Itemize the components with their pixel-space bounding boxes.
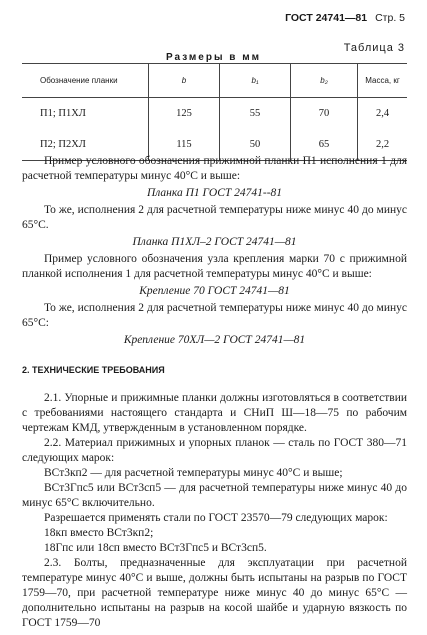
page-header [285, 12, 405, 24]
table-cell: 115 [149, 129, 220, 161]
clause-2-2-item: ВСт3кп2 — для расчетной температуры минус 40°С и выше; [44, 467, 343, 479]
document-body [22, 154, 407, 631]
clause-2-2-item: 18Гпс или 18сп вместо ВСт3Гпс5 и ВСт3сп5. [44, 542, 267, 554]
clause-2-1: 2.1. Упорные и прижимные планки должны изготовляться в соответствии с требованиями настоящего стандарта и СНиП Ш—18—75 по рабочим чертежам КМД, утвержденным в установленном порядке. [22, 392, 407, 434]
clause-2-2: 2.2. Материал прижимных и упорных планок — сталь по ГОСТ 380—71 следующих марок: [22, 437, 407, 464]
table-cell: П1; П1ХЛ [40, 108, 86, 119]
standard-number: ГОСТ 24741—81 [285, 12, 368, 24]
designation-formula: Планка П1ХЛ–2 ГОСТ 24741—81 [132, 236, 297, 248]
clause-2-2-item: 18кп вместо ВСт3кп2; [44, 527, 154, 539]
page-number: Стр. 5 [375, 12, 405, 24]
example-paragraph: Пример условного обозначения узла крепления марки 70 с прижимной планкой исполнения 1 для расчетной температуры минус 40°С и выше: [22, 253, 407, 280]
table-cell: П2; П2ХЛ [40, 139, 86, 150]
table-cell: 2,2 [358, 129, 408, 161]
column-header: Обозначение планки [40, 76, 118, 85]
table-caption: Размеры в мм [165, 52, 262, 63]
table-cell: 70 [291, 98, 358, 130]
paragraph: То же, исполнения 2 для расчетной температуры ниже минус 40 до минус 65°С. [22, 204, 407, 231]
column-header: b₂ [291, 64, 358, 98]
example-paragraph: Пример условного обозначения прижимной планки П1 исполнения 1 для расчетной температуры минус 40°С и выше: [22, 155, 407, 182]
table-cell: 55 [220, 98, 291, 130]
column-header: b [149, 64, 220, 98]
designation-formula: Крепление 70ХЛ—2 ГОСТ 24741—81 [123, 334, 306, 346]
designation-formula: Планка П1 ГОСТ 24741--81 [146, 187, 283, 199]
table-header-row [22, 64, 407, 98]
table-label: Таблица 3 [343, 42, 405, 54]
table-row [22, 98, 407, 130]
table-cell: 65 [291, 129, 358, 161]
dimensions-table [22, 63, 407, 161]
clause-2-2-note: Разрешается применять стали по ГОСТ 23570—79 следующих марок: [44, 512, 388, 524]
designation-formula: Крепление 70 ГОСТ 24741—81 [139, 285, 290, 297]
column-header: b₁ [220, 64, 291, 98]
table-cell: 50 [220, 129, 291, 161]
table-cell: 125 [149, 98, 220, 130]
section-heading: 2. ТЕХНИЧЕСКИЕ ТРЕБОВАНИЯ [22, 365, 165, 375]
clause-2-3: 2.3. Болты, предназначенные для эксплуатации при расчетной температуре минус 40°С и выше, должны быть испытаны на разрыв по ГОСТ 1759—70, при расчетной температуре ниже минус 40 до минус 65°С — дополнительно испытаны на разрыв на косой шайбе и ударную вязкость по ГОСТ 1759—70 [22, 557, 407, 629]
column-header: Масса, кг [358, 64, 408, 98]
table-cell: 2,4 [358, 98, 408, 130]
paragraph: То же, исполнения 2 для расчетной температуры ниже минус 40 до минус 65°С: [22, 302, 407, 329]
clause-2-2-item: ВСт3Гпс5 или ВСт3сп5 — для расчетной температуры ниже минус 40 до минус 65°С включительно. [22, 482, 407, 509]
